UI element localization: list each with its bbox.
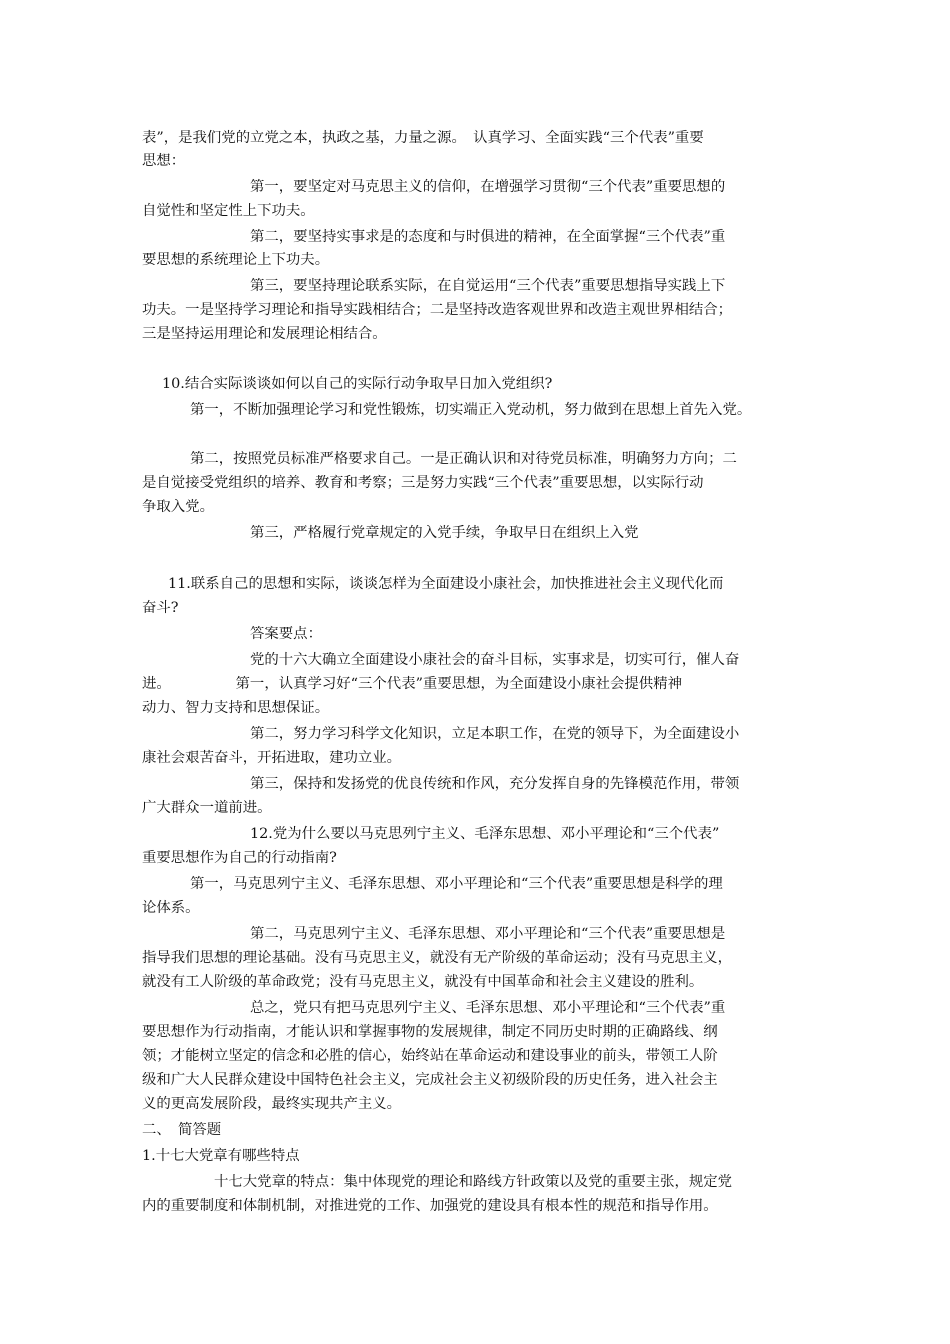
- text-line: 党的十六大确立全面建设小康社会的奋斗目标，实事求是，切实可行，催人奋: [250, 652, 740, 668]
- text-line: 广大群众一道前进。: [142, 800, 272, 816]
- answer-label: 答案要点：: [250, 626, 322, 642]
- text-line: 级和广大人民群众建设中国特色社会主义，完成社会主义初级阶段的历史任务，进入社会主: [142, 1072, 718, 1088]
- text-line: 第二，努力学习科学文化知识，立足本职工作，在党的领导下，为全面建设小: [250, 726, 740, 742]
- text-line: 思想：: [142, 153, 186, 169]
- question-1: 1.十七大党章有哪些特点: [142, 1148, 300, 1164]
- text-line: 内的重要制度和体制机制，对推进党的工作、加强党的建设具有根本性的规范和指导作用。: [142, 1198, 718, 1214]
- question-12: 12.党为什么要以马克思列宁主义、毛泽东思想、邓小平理论和“三个代表”: [250, 826, 720, 842]
- text-line: 义的更高发展阶段，最终实现共产主义。: [142, 1096, 402, 1112]
- text-line: 领；才能树立坚定的信念和必胜的信心，始终站在革命运动和建设事业的前头，带领工人阶: [142, 1048, 718, 1064]
- text-line: 第二，按照党员标准严格要求自己。一是正确认识和对待党员标准，明确努力方向；二: [190, 451, 737, 467]
- text-line: 是自觉接受党组织的培养、教育和考察；三是努力实践“三个代表”重要思想，以实际行动: [142, 475, 704, 491]
- text-line: 要思想的系统理论上下功夫。: [142, 252, 330, 268]
- text-line: 功夫。一是坚持学习理论和指导实践相结合；二是坚持改造客观世界和改造主观世界相结合；: [142, 302, 733, 318]
- text-line: 第二，要坚持实事求是的态度和与时俱进的精神，在全面掌握“三个代表”重: [250, 229, 726, 245]
- text-line: 第三，严格履行党章规定的入党手续，争取早日在组织上入党: [250, 525, 639, 541]
- text-line: 第二，马克思列宁主义、毛泽东思想、邓小平理论和“三个代表”重要思想是: [250, 926, 726, 942]
- text-line: 第一，要坚定对马克思主义的信仰，在增强学习贯彻“三个代表”重要思想的: [250, 179, 726, 195]
- question-10: 10.结合实际谈谈如何以自己的实际行动争取早日加入党组织?: [162, 376, 553, 392]
- text-line: 自觉性和坚定性上下功夫。: [142, 203, 315, 219]
- text-line: 康社会艰苦奋斗，开拓进取，建功立业。: [142, 750, 402, 766]
- text-line: 总之，党只有把马克思列宁主义、毛泽东思想、邓小平理论和“三个代表”重: [250, 1000, 726, 1016]
- text-line: 要思想作为行动指南，才能认识和掌握事物的发展规律，制定不同历史时期的正确路线、纲: [142, 1024, 718, 1040]
- text-line: 第三，要坚持理论联系实际，在自觉运用“三个代表”重要思想指导实践上下: [250, 278, 726, 294]
- text-line: 争取入党。: [142, 499, 214, 515]
- text-line: 进。 第一，认真学习好“三个代表”重要思想，为全面建设小康社会提供精神: [142, 676, 682, 692]
- text-line: 指导我们思想的理论基础。没有马克思主义，就没有无产阶级的革命运动；没有马克思主义，: [142, 950, 733, 966]
- text-line: 论体系。: [142, 900, 200, 916]
- question-11: 11.联系自己的思想和实际，谈谈怎样为全面建设小康社会，加快推进社会主义现代化而: [168, 576, 724, 592]
- text-line: 重要思想作为自己的行动指南?: [142, 850, 337, 866]
- text-line: 十七大党章的特点：集中体现党的理论和路线方针政策以及党的重要主张，规定党: [214, 1174, 733, 1190]
- text-line: 动力、智力支持和思想保证。: [142, 700, 330, 716]
- text-line: 就没有工人阶级的革命政党；没有马克思主义，就没有中国革命和社会主义建设的胜利。: [142, 974, 704, 990]
- text-line: 第三，保持和发扬党的优良传统和作风，充分发挥自身的先锋模范作用，带领: [250, 776, 740, 792]
- text-line: 第一，马克思列宁主义、毛泽东思想、邓小平理论和“三个代表”重要思想是科学的理: [190, 876, 723, 892]
- text-line: 奋斗?: [142, 600, 179, 616]
- text-line: 表”，是我们党的立党之本，执政之基，力量之源。 认真学习、全面实践“三个代表”重要: [142, 130, 704, 146]
- text-line: 三是坚持运用理论和发展理论相结合。: [142, 326, 387, 342]
- section-heading: 二、 简答题: [142, 1122, 222, 1138]
- text-line: 第一，不断加强理论学习和党性锻炼，切实端正入党动机，努力做到在思想上首先入党。: [190, 402, 752, 418]
